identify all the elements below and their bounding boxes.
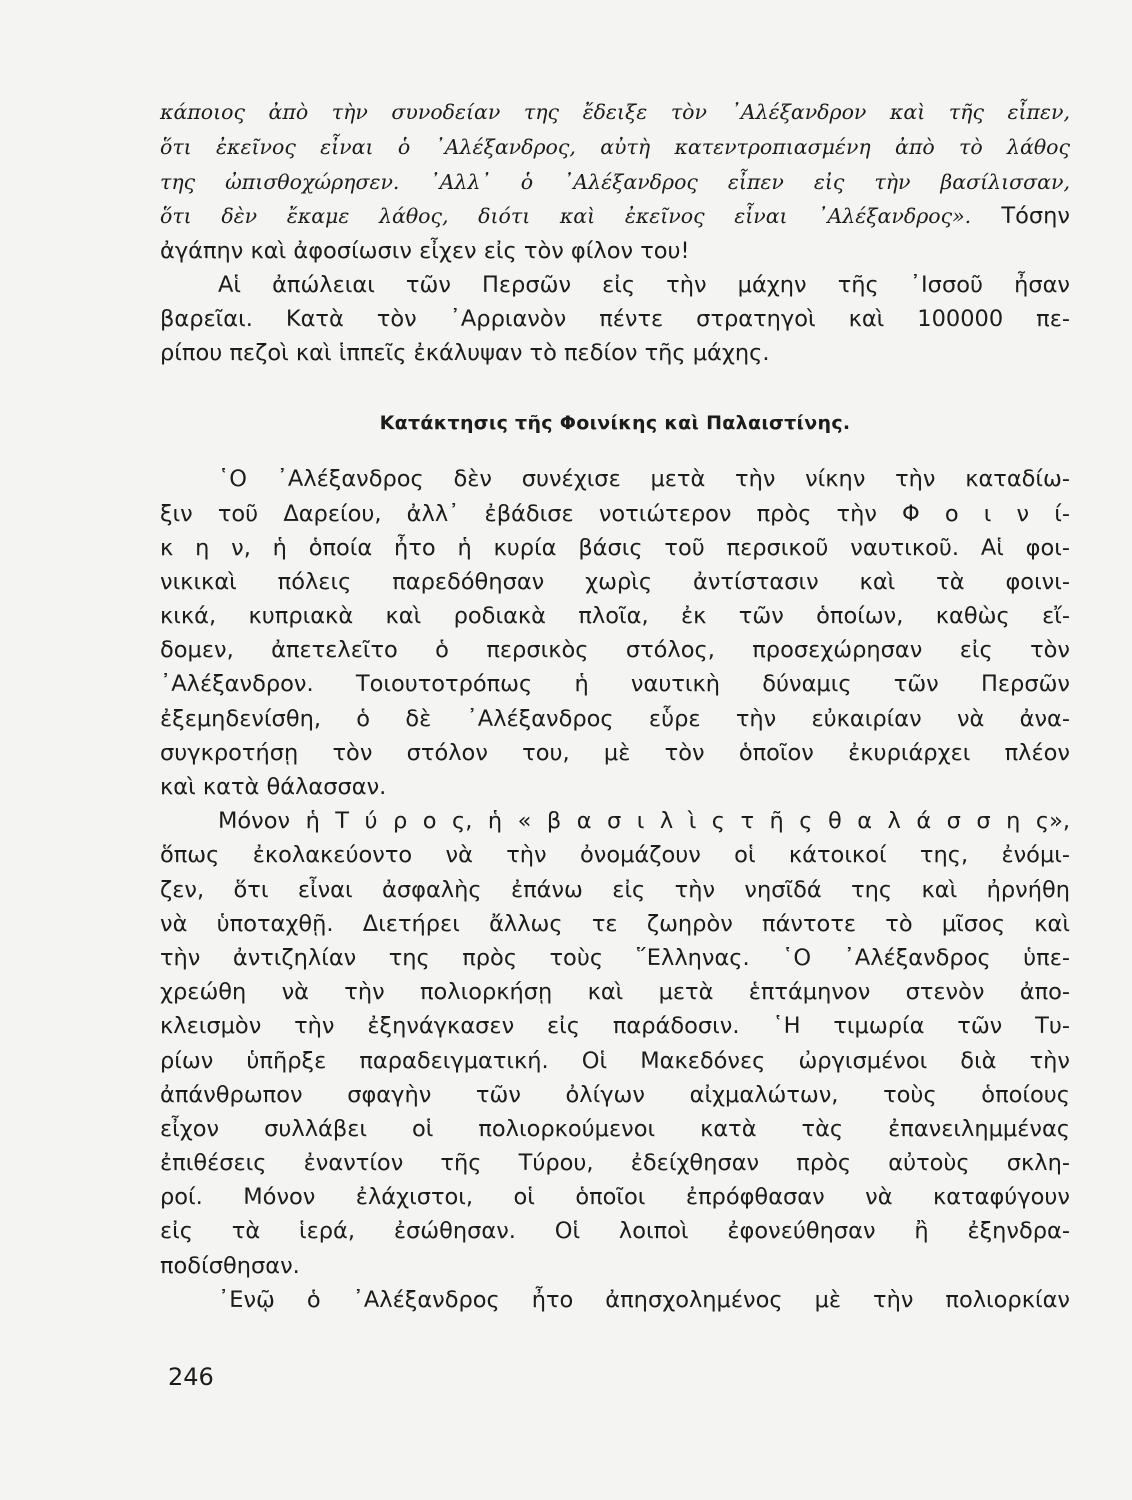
text-line: βαρεῖαι. Κατὰ τὸν ᾿Αρριανὸν πέντε στρατηγοὶ καὶ 100000 πε- (160, 305, 1070, 332)
text-line: τὴν ἀντιζηλίαν της πρὸς τοὺς ῞Ελληνας. ῾Ο ᾿Αλέξανδρος ὑπε- (160, 944, 1070, 971)
text-line: ἐξεμηδενίσθη, ὁ δὲ ᾿Αλέξανδρος εὗρε τὴν εὐκαιρίαν νὰ ἀνα- (160, 705, 1070, 732)
section-heading: Κατάκτησις τῆς Φοινίκης καὶ Παλαιστίνης. (379, 412, 851, 435)
text-line: εἰς τὰ ἱερά, ἐσώθησαν. Οἱ λοιποὶ ἐφονεύθησαν ἢ ἐξηνδρα- (160, 1218, 1070, 1245)
text-line: κ η ν, ἡ ὁποία ἦτο ἡ κυρία βάσις τοῦ περσικοῦ ναυτικοῦ. Αἱ φοι- (160, 534, 1070, 561)
text-line: καὶ κατὰ θάλασσαν. (160, 774, 387, 801)
text-line: χρεώθη νὰ τὴν πολιορκήσῃ καὶ μετὰ ἑπτάμηνον στενὸν ἀπο- (160, 979, 1070, 1006)
text-line: Αἱ ἀπώλειαι τῶν Περσῶν εἰς τὴν μάχην τῆς ᾿Ισσοῦ ἦσαν (218, 271, 1070, 298)
text-line: κλεισμὸν τὴν ἐξηνάγκασεν εἰς παράδοσιν. ῾Η τιμωρία τῶν Τυ- (160, 1013, 1070, 1040)
text-line: ἀπάνθρωπον σφαγὴν τῶν ὀλίγων αἰχμαλώτων, τοὺς ὁποίους (160, 1081, 1070, 1108)
text-line: ἐπιθέσεις ἐναντίον τῆς Τύρου, ἐδείχθησαν πρὸς αὐτοὺς σκλη- (160, 1150, 1070, 1177)
text-line: ὅπως ἐκολακεύοντο νὰ τὴν ὀνομάζουν οἱ κάτοικοί της, ἐνόμι- (160, 842, 1070, 869)
quote-paragraph (160, 95, 1070, 268)
roman-segment: Τόσην (1001, 203, 1071, 230)
text-line: ζεν, ὅτι εἶναι ἀσφαλὴς ἐπάνω εἰς τὴν νησῖδά της καὶ ἠρνήθη (160, 876, 1070, 903)
text-line: ῾Ο ᾿Αλέξανδρος δὲν συνέχισε μετὰ τὴν νίκην τὴν καταδίω- (218, 466, 1070, 493)
text-line: εἶχον συλλάβει οἱ πολιορκούμενοι κατὰ τὰς ἐπανειλημμένας (160, 1115, 1070, 1142)
italic-segment: ὅτι δὲν ἔκαμε λάθος, διότι καὶ ἐκεῖνος εἶναι ᾿Αλέξανδρος». (160, 204, 972, 229)
text-line: ξιν τοῦ Δαρείου, ἀλλ᾿ ἐβάδισε νοτιώτερον πρὸς τὴν Φ ο ι ν ί- (160, 500, 1070, 527)
text-line: νὰ ὑποταχθῇ. Διετήρει ἄλλως τε ζωηρὸν πάντοτε τὸ μῖσος καὶ (160, 910, 1070, 937)
text-line: ἀγάπην καὶ ἀφοσίωσιν εἶχεν εἰς τὸν φίλον του! (160, 237, 690, 264)
text-line-mixed (160, 199, 1070, 233)
text-line: ρίων ὑπῆρξε παραδειγματική. Οἱ Μακεδόνες ὠργισμένοι διὰ τὴν (160, 1047, 1070, 1074)
book-page (160, 95, 1070, 1317)
text-line: συγκροτήσῃ τὸν στόλον του, μὲ τὸν ὁποῖον ἐκυριάρχει πλέον (160, 739, 1070, 766)
text-line: κάποιος ἀπὸ τὴν συνοδείαν της ἔδειξε τὸν ᾿Αλέξανδρον καὶ τῆς εἶπεν, (160, 100, 1070, 124)
text-line: ᾿Ενῷ ὁ ᾿Αλέξανδρος ἦτο ἀπησχολημένος μὲ τὴν πολιορκίαν (218, 1286, 1070, 1313)
text-line: δομεν, ἀπετελεῖτο ὁ περσικὸς στόλος, προσεχώρησαν εἰς τὸν (160, 637, 1070, 664)
text-line: Μόνον ἡ Τ ύ ρ ο ς, ἡ « β α σ ι λ ὶ ς τ ῆ ς θ α λ ά σ σ η ς», (218, 808, 1070, 835)
page-number: 246 (168, 1363, 214, 1391)
phoenicia-paragraph (160, 462, 1070, 804)
text-line: ροί. Μόνον ἐλάχιστοι, οἱ ὁποῖοι ἐπρόφθασαν νὰ καταφύγουν (160, 1184, 1070, 1211)
text-line: ρίπου πεζοὶ καὶ ἱππεῖς ἐκάλυψαν τὸ πεδίον τῆς μάχης. (160, 340, 770, 367)
text-line: της ὠπισθοχώρησεν. ᾿Αλλ᾿ ὁ ᾿Αλέξανδρος εἶπεν εἰς τὴν βασίλισσαν, (160, 169, 1070, 194)
tyre-paragraph (160, 804, 1070, 1283)
text-line: ποδίσθησαν. (160, 1252, 300, 1279)
losses-paragraph (160, 268, 1070, 371)
final-paragraph (160, 1283, 1070, 1317)
text-line: κικά, κυπριακὰ καὶ ροδιακὰ πλοῖα, ἐκ τῶν ὁποίων, καθὼς εἴ- (160, 603, 1070, 630)
text-line: ὅτι ἐκεῖνος εἶναι ὁ ᾿Αλέξανδρος, αὐτὴ κατεντροπιασμένη ἀπὸ τὸ λάθος (160, 134, 1070, 159)
text-line: ᾿Αλέξανδρον. Τοιουτοτρόπως ἡ ναυτικὴ δύναμις τῶν Περσῶν (160, 671, 1070, 698)
text-line: νικικαὶ πόλεις παρεδόθησαν χωρὶς ἀντίστασιν καὶ τὰ φοινι- (160, 568, 1070, 595)
